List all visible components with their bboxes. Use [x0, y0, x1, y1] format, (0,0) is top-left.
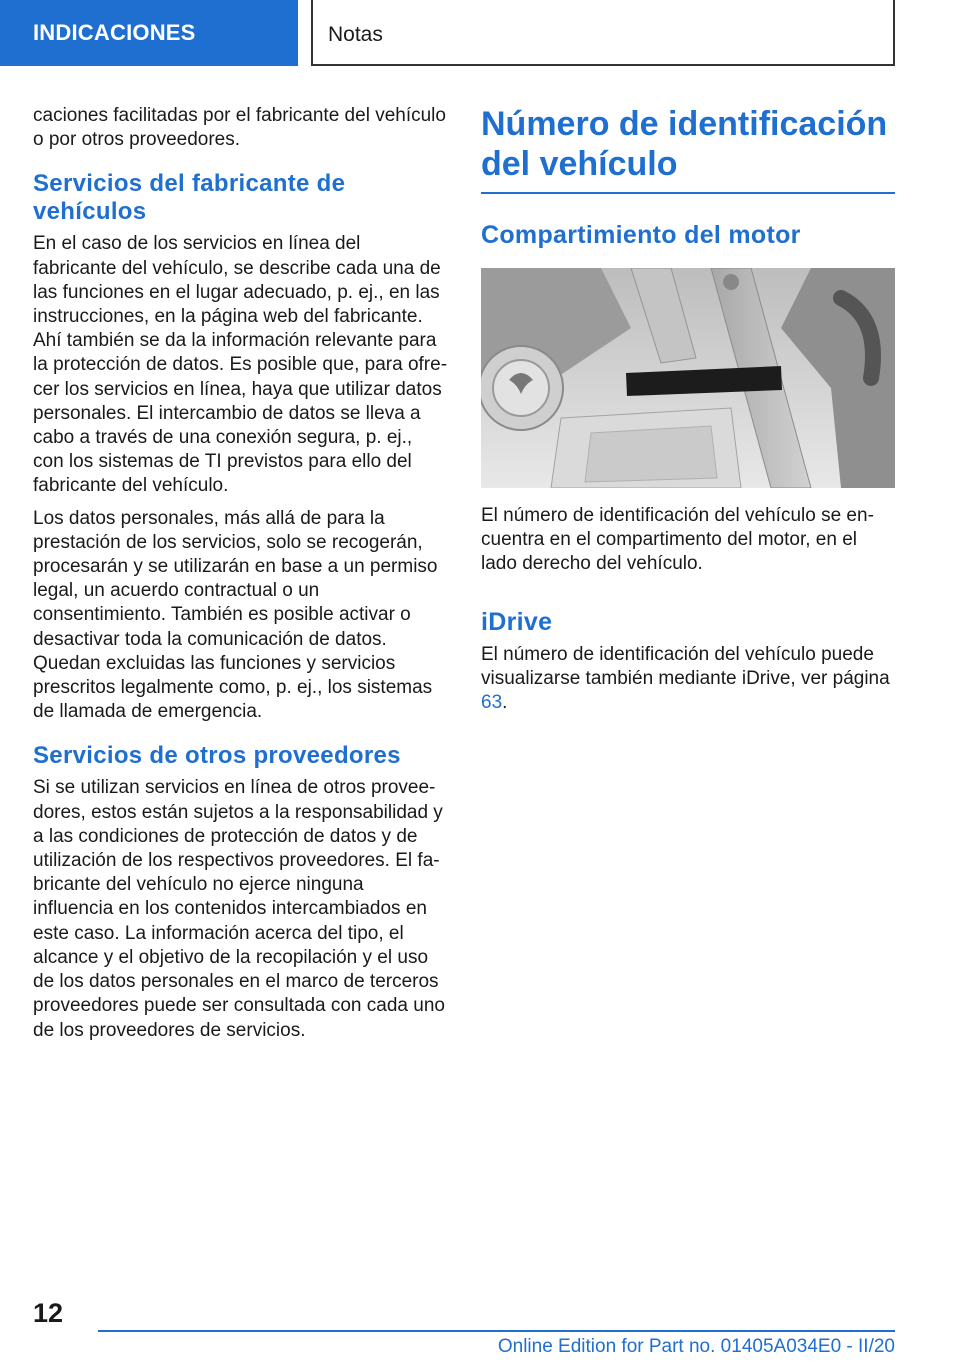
- footer-divider: [98, 1330, 895, 1332]
- chapter-tab[interactable]: Notas: [311, 0, 895, 66]
- page-reference-link[interactable]: 63: [481, 692, 503, 714]
- paragraph-manufacturer-1: En el caso de los servicios en línea del fabricante del vehículo, se describe cada una de las funciones en el lugar adecuado, p. ej., en las instrucciones, en la página web del fabricante. Ahí también se da la información relevante para la protección de datos. Es posible que, para ofrecer los servicios en línea, haya que utilizar datos personales. El intercambio de datos se lleva a cabo a través de una conexión segura, p. ej., con los sistemas de TI previstos para ello del fabricante del vehículo.: [33, 233, 448, 497]
- paragraph-manufacturer-2: Los datos personales, más allá de para la prestación de los servicios, solo se recogerán, procesarán y se utilizarán en base a un permiso legal, un acuerdo contractual o un consentimiento. También es posible activar o desactivar toda la comunicación de datos. Quedan excluidas las funciones y servicios prescritos legalmente como, p. ej., los sistemas de llamada de emergencia.: [33, 507, 438, 723]
- idrive-text: El número de identificación del vehículo puede visualizarse también mediante iDrive, ver página: [481, 643, 890, 689]
- heading-manufacturer-services: Servicios del fabricante de vehículos: [33, 170, 346, 226]
- engine-compartment-photo: [481, 268, 895, 488]
- page-title: Número de identificación del vehículo: [481, 104, 895, 194]
- section-tab[interactable]: INDICACIONES: [0, 0, 298, 66]
- left-column: [33, 104, 448, 1051]
- heading-engine-compartment: Compartimiento del motor: [481, 221, 801, 249]
- paragraph-other-providers: Si se utilizan servicios en línea de otros proveedores, estos están sujetos a la responsabilidad y a las condiciones de protección de datos y de utilización de los respectivos proveedores. El fabricante del vehículo no ejerce ninguna influencia en los contenidos intercambiados en este caso. La información acerca del tipo, el alcance y el objetivo de la recopilación y el uso de los datos personales en el marco de terceros proveedores puede ser consultada con cada uno de los proveedores de servicios.: [33, 777, 445, 1041]
- right-column: [481, 104, 895, 723]
- heading-other-providers: Servicios de otros proveedores: [33, 742, 401, 770]
- page-number: 12: [33, 1298, 64, 1328]
- intro-paragraph: caciones facilitadas por el fabricante del vehículo o por otros proveedores.: [33, 105, 446, 151]
- paragraph-engine-compartment: El número de identificación del vehículo se encuentra en el compartimento del motor, en el lado derecho del vehículo.: [481, 505, 874, 575]
- paragraph-idrive: [481, 643, 895, 716]
- footer-edition: Online Edition for Part no. 01405A034E0 - II/20: [497, 1336, 895, 1357]
- idrive-text-end: .: [502, 692, 508, 714]
- engine-compartment-illustration: [481, 268, 895, 488]
- heading-idrive: iDrive: [481, 607, 553, 636]
